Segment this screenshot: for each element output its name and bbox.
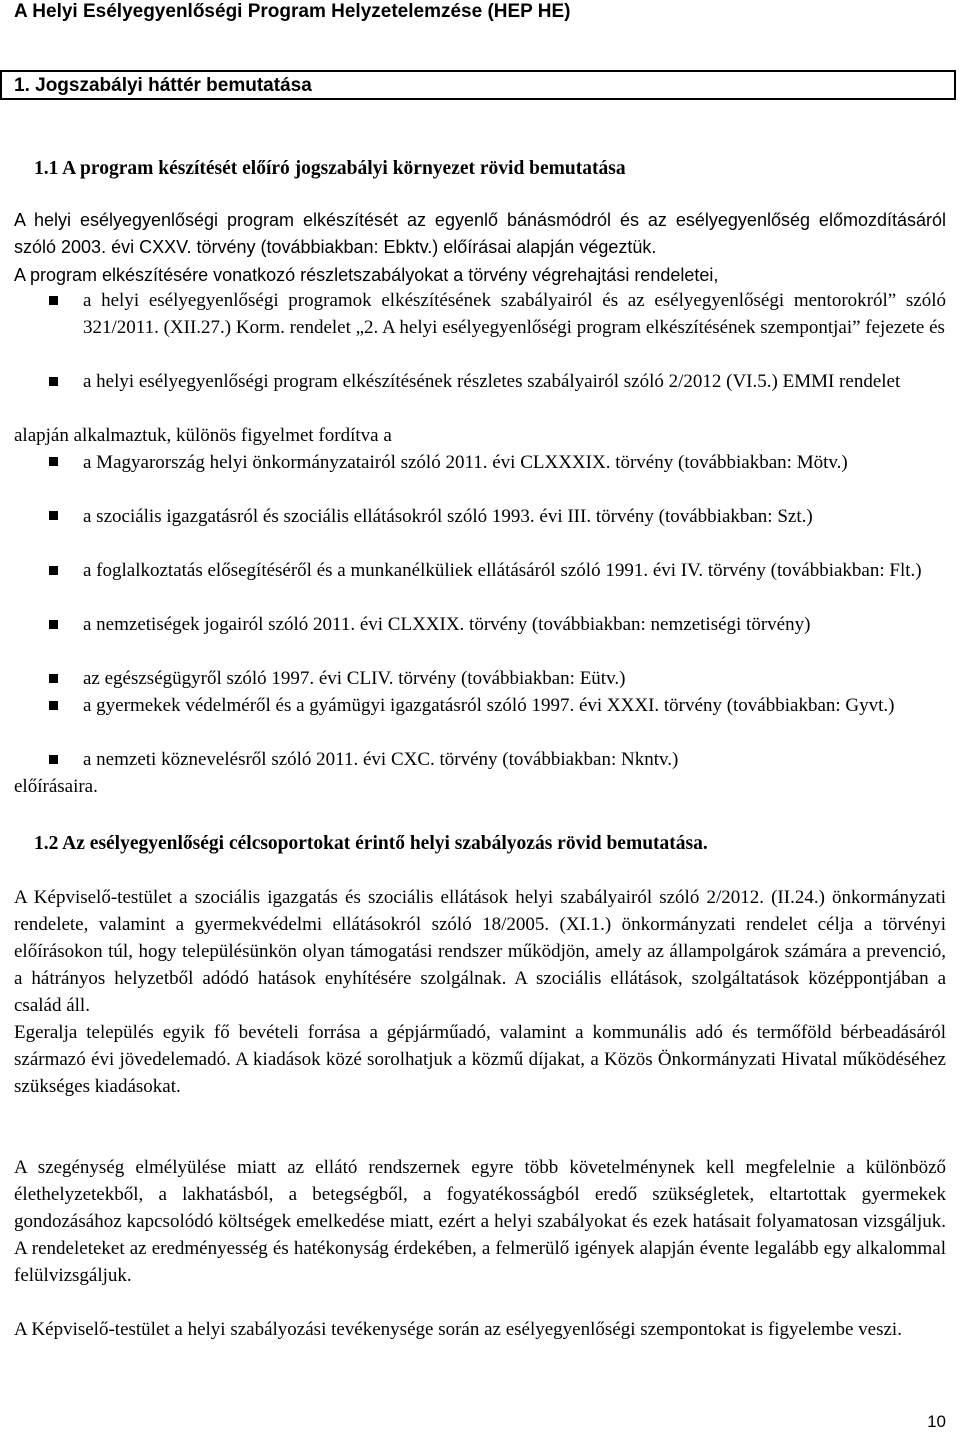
laws-closing: előírásaira.: [14, 776, 98, 797]
law-item: az egészségügyről szóló 1997. évi CLIV. törvény (továbbiakban: Eütv.): [83, 668, 626, 689]
body-paragraph: A Képviselő-testület a helyi szabályozási tevékenysége során az esélyegyenlőségi szempontokat is figyelembe veszi.: [14, 1319, 902, 1340]
law-item: a szociális igazgatásról és szociális ellátásokról szóló 1993. évi III. törvény (továbbiakban: Szt.): [83, 506, 813, 527]
page-number: 10: [927, 1412, 946, 1431]
intro-paragraph: A helyi esélyegyenlőségi program elkészítését az egyenlő bánásmódról és az esélyegyenlőség előmozdításáról szóló 2003. évi CXXV. törvény (továbbiakban: Ebktv.) előírásai alapján végeztük.: [14, 210, 946, 257]
law-item: a nemzetiségek jogairól szóló 2011. évi CLXXIX. törvény (továbbiakban: nemzetiségi törvény): [83, 614, 811, 635]
bullet-square: [49, 511, 58, 520]
section-heading-box: [0, 70, 956, 100]
subsection-1-1-heading: 1.1 A program készítését előíró jogszabályi környezet rövid bemutatása: [34, 158, 626, 179]
body-paragraph: A Képviselő-testület a szociális igazgatás és szociális ellátások helyi szabályairól szóló 2/2012. (II.24.) önkormányzati rendelete, valamint a gyermekvédelmi ellátásokról szóló 18/2005. (XI.1.) önkormányzati rendelet célja a törvényi előírásokon túl, hogy településünkön olyan támogatási rendszer működjön, amely az állampolgárok számára a prevenció, a hátrányos helyzetből adódó hatások enyhítésére szolgálnak. A szociális ellátások, szolgáltatások középpontjában a család áll.: [14, 887, 946, 1016]
rules-lead: A program elkészítésére vonatkozó részletszabályokat a törvény végrehajtási rendeletei,: [14, 265, 719, 285]
bullet-square: [49, 674, 58, 683]
law-item: a gyermekek védelméről és a gyámügyi igazgatásról szóló 1997. évi XXXI. törvény (továbbiakban: Gyvt.): [83, 695, 895, 716]
laws-lead: alapján alkalmaztuk, különös figyelmet fordítva a: [14, 425, 392, 446]
body-paragraph: Egeralja település egyik fő bevételi forrása a gépjárműadó, valamint a kommunális adó és termőföld bérbeadásáról származó évi jövedelemadó. A kiadások közé sorolhatjuk a közmű díjakat, a Közös Önkormányzati Hivatal működéséhez szükséges kiadásokat.: [14, 1022, 946, 1097]
law-item: a Magyarország helyi önkormányzatairól szóló 2011. évi CLXXXIX. törvény (továbbiakban: Mötv.): [83, 452, 848, 473]
bullet-square: [49, 701, 58, 710]
law-item: a foglalkoztatás elősegítéséről és a munkanélküliek ellátásáról szóló 1991. évi IV. törvény (továbbiakban: Flt.): [83, 560, 922, 581]
bullet-square: [49, 755, 58, 764]
rule-item: a helyi esélyegyenlőségi program elkészítésének részletes szabályairól szóló 2/2012 (VI.5.) EMMI rendelet: [83, 371, 901, 392]
bullet-square: [49, 566, 58, 575]
section-1-heading: 1. Jogszabályi háttér bemutatása: [14, 75, 312, 96]
bullet-square: [49, 296, 58, 305]
law-item: a nemzeti köznevelésről szóló 2011. évi CXC. törvény (továbbiakban: Nkntv.): [83, 749, 679, 770]
bullet-square: [49, 620, 58, 629]
rule-item: a helyi esélyegyenlőségi programok elkészítésének szabályairól és az esélyegyenlőségi mentorokról” szóló 321/2011. (XII.27.) Korm. rendelet „2. A helyi esélyegyenlőségi program elkészítésének szempontjai” fejezete és: [83, 290, 946, 338]
body-paragraph: A szegénység elmélyülése miatt az ellátó rendszernek egyre több követelménynek kell megfelelnie a különböző élethelyzetekből, a lakhatásból, a betegségből, a fogyatékosságból eredő szükségletek, eltartottak gyermekek gondozásához kapcsolódó költségek emelkedése miatt, ezért a helyi szabályokat és ezek hatásait folyamatosan vizsgáljuk. A rendeleteket az eredményesség és hatékonyság érdekében, a felmerülő igények alapján évente legalább egy alkalommal felülvizsgáljuk.: [14, 1157, 946, 1286]
subsection-1-2-heading: 1.2 Az esélyegyenlőségi célcsoportokat érintő helyi szabályozás rövid bemutatása.: [34, 833, 708, 854]
document-title: A Helyi Esélyegyenlőségi Program Helyzetelemzése (HEP HE): [14, 1, 571, 22]
bullet-square: [49, 377, 58, 386]
bullet-square: [49, 457, 58, 466]
